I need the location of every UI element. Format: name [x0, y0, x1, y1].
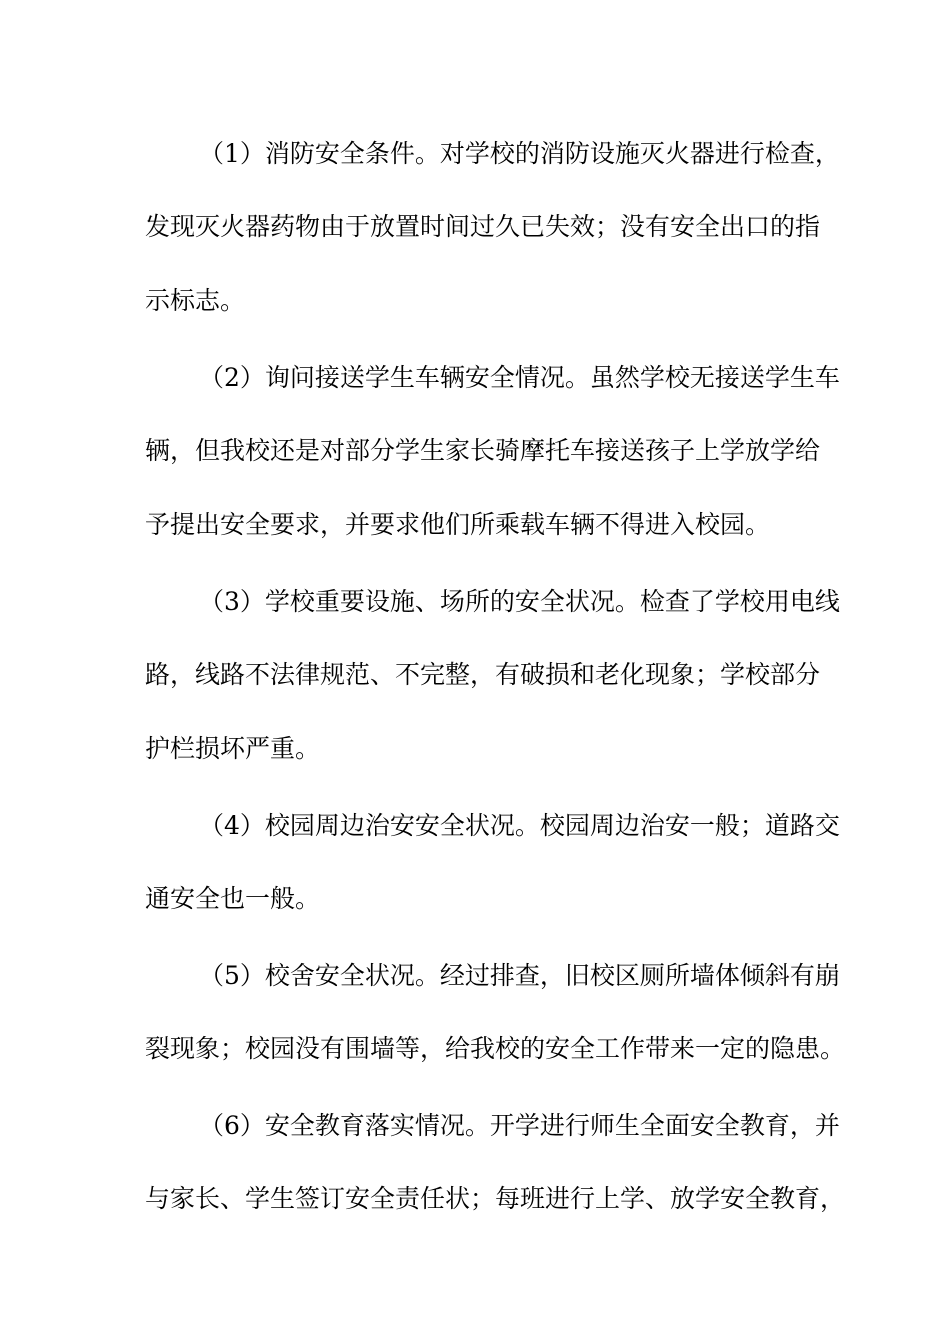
paragraph-5-line-2: 裂现象；校园没有围墙等，给我校的安全工作带来一定的隐患。	[145, 1034, 846, 1063]
paragraph-2-line-2: 辆，但我校还是对部分学生家长骑摩托车接送孩子上学放学给	[145, 436, 821, 465]
paragraph-1-line-2: 发现灭火器药物由于放置时间过久已失效；没有安全出口的指	[145, 212, 821, 241]
paragraph-2-line-1: （2）询问接送学生车辆安全情况。虽然学校无接送学生车	[199, 363, 840, 392]
paragraph-3-line-1: （3）学校重要设施、场所的安全状况。检查了学校用电线	[199, 587, 840, 616]
paragraph-2-line-3: 予提出安全要求，并要求他们所乘载车辆不得进入校园。	[145, 510, 771, 539]
paragraph-5-line-1: （5）校舍安全状况。经过排查，旧校区厕所墙体倾斜有崩	[199, 961, 840, 990]
paragraph-1-line-3: 示标志。	[145, 286, 246, 315]
paragraph-3-line-2: 路，线路不法律规范、不完整，有破损和老化现象；学校部分	[145, 660, 821, 689]
paragraph-6-line-1: （6）安全教育落实情况。开学进行师生全面安全教育，并	[199, 1111, 840, 1140]
paragraph-3-line-3: 护栏损坏严重。	[145, 734, 321, 763]
paragraph-1-line-1: （1）消防安全条件。对学校的消防设施灭火器进行检查，	[199, 139, 840, 168]
paragraph-4-line-2: 通安全也一般。	[145, 884, 321, 913]
paragraph-4-line-1: （4）校园周边治安安全状况。校园周边治安一般；道路交	[199, 811, 840, 840]
paragraph-6-line-2: 与家长、学生签订安全责任状；每班进行上学、放学安全教育，	[145, 1184, 846, 1213]
